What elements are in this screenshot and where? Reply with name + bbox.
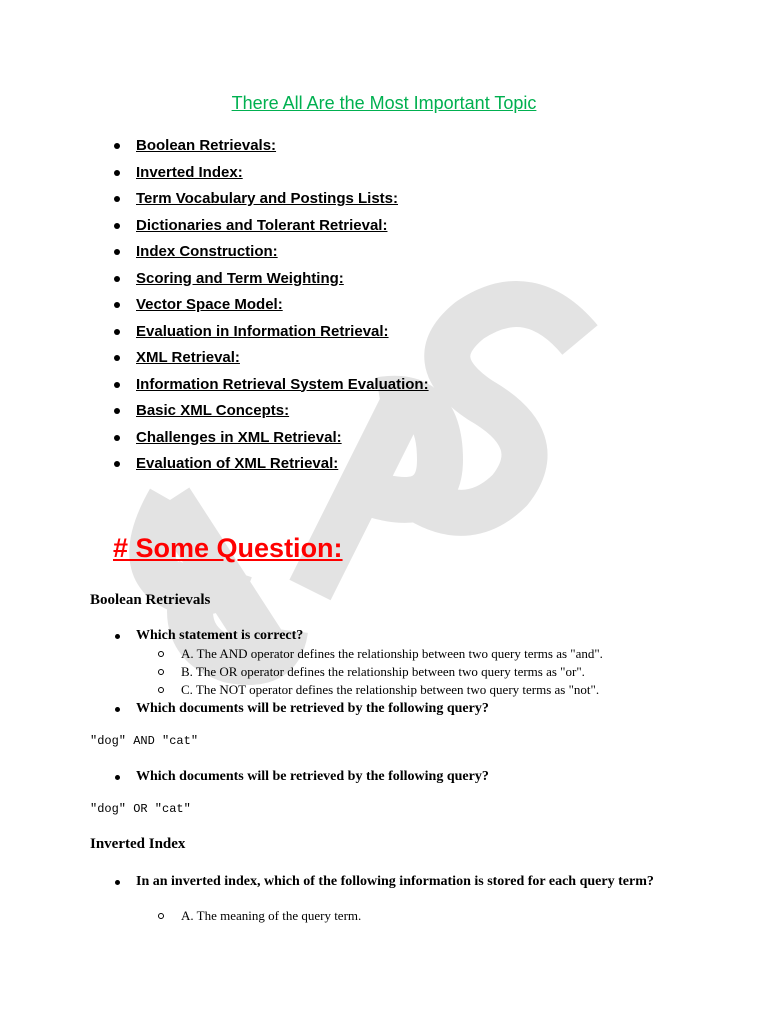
list-item: Vector Space Model: <box>110 294 429 321</box>
list-item: Evaluation in Information Retrieval: <box>110 321 429 348</box>
list-item: Challenges in XML Retrieval: <box>110 427 429 454</box>
option-item: A. The AND operator defines the relationship between two query terms as "and". <box>158 646 603 662</box>
page-title: There All Are the Most Important Topic <box>231 93 537 113</box>
inverted-index-heading: Inverted Index <box>90 836 186 852</box>
option-item: C. The NOT operator defines the relationship between two query terms as "not". <box>158 682 599 698</box>
option-item: B. The OR operator defines the relationship between two query terms as "or". <box>158 664 585 680</box>
list-item: Index Construction: <box>110 241 429 268</box>
list-item: Evaluation of XML Retrieval: <box>110 453 429 480</box>
list-item: Information Retrieval System Evaluation: <box>110 374 429 401</box>
question-item: Which statement is correct? <box>115 627 303 644</box>
code-line: "dog" AND "cat" <box>90 734 199 748</box>
code-line: "dog" OR "cat" <box>90 802 191 816</box>
list-item: Dictionaries and Tolerant Retrieval: <box>110 215 429 242</box>
boolean-heading: Boolean Retrievals <box>90 592 211 608</box>
list-item: Basic XML Concepts: <box>110 400 429 427</box>
question-item: In an inverted index, which of the following information is stored for each query term? <box>115 873 666 890</box>
list-item: Scoring and Term Weighting: <box>110 268 429 295</box>
section-heading: # Some Question: <box>113 533 343 563</box>
topic-list <box>110 135 429 480</box>
list-item: XML Retrieval: <box>110 347 429 374</box>
list-item: Inverted Index: <box>110 162 429 189</box>
question-item: Which documents will be retrieved by the following query? <box>115 700 489 717</box>
option-item: A. The meaning of the query term. <box>158 908 361 924</box>
list-item: Term Vocabulary and Postings Lists: <box>110 188 429 215</box>
list-item: Boolean Retrievals: <box>110 135 429 162</box>
question-item: Which documents will be retrieved by the following query? <box>115 768 489 785</box>
